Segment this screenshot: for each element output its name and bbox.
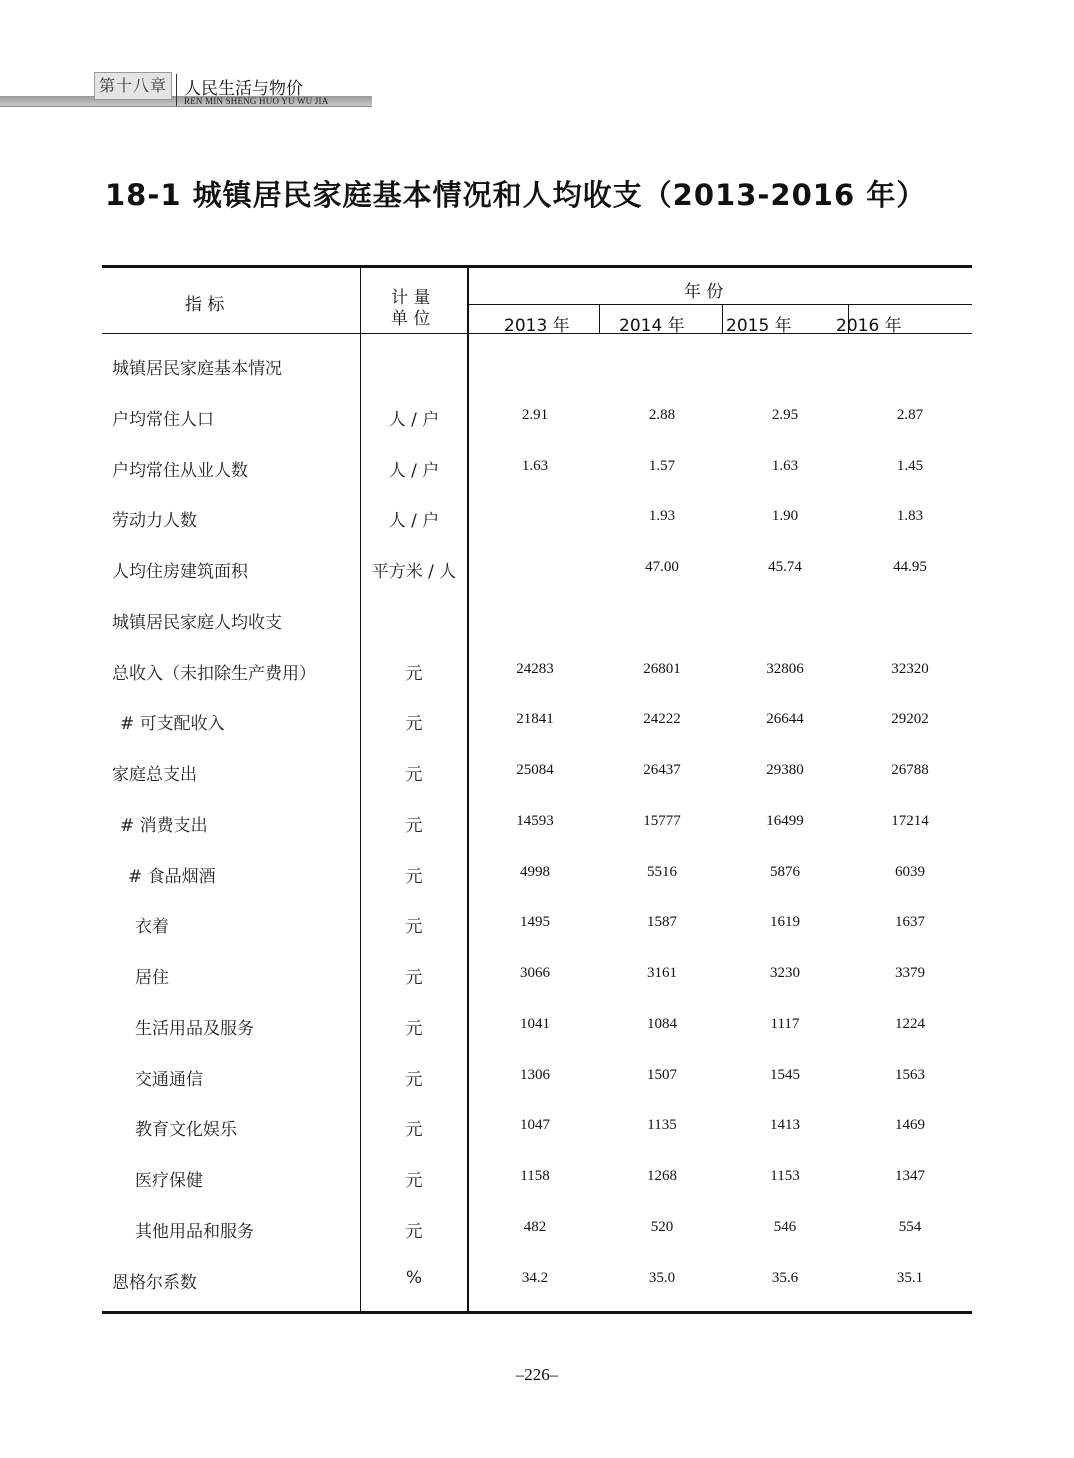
cell-value: 29202 <box>891 711 929 727</box>
cell-value: 35.1 <box>896 1270 924 1286</box>
row-label: 生活用品及服务 <box>135 1019 254 1039</box>
table-row <box>102 608 972 658</box>
cell-value: 546 <box>773 1219 797 1235</box>
row-label: 户均常住人口 <box>112 410 214 430</box>
column-header-indicator: 指 标 <box>185 295 225 315</box>
row-unit: 元 <box>405 765 423 785</box>
cell-value: 2.95 <box>771 407 799 423</box>
cell-value: 1347 <box>895 1168 925 1184</box>
row-unit: 元 <box>405 1120 423 1140</box>
chapter-pinyin: REN MIN SHENG HUO YU WU JIA <box>184 96 329 106</box>
row-unit: 人 / 户 <box>388 410 440 430</box>
column-header-years: 年 份 <box>684 282 724 302</box>
cell-value: 1117 <box>770 1016 800 1032</box>
row-unit: 元 <box>405 968 423 988</box>
cell-value: 16499 <box>766 813 804 829</box>
cell-value: 1135 <box>647 1117 677 1133</box>
row-label: 其他用品和服务 <box>135 1222 254 1242</box>
cell-value: 44.95 <box>893 559 927 575</box>
cell-value: 1.93 <box>648 508 676 524</box>
cell-value: 1619 <box>770 914 800 930</box>
row-unit: % <box>405 1268 423 1288</box>
cell-value: 47.00 <box>645 559 679 575</box>
cell-value: 2.91 <box>521 407 549 423</box>
cell-value: 1.45 <box>896 458 924 474</box>
row-unit: 人 / 户 <box>388 461 440 481</box>
column-header-year-2013: 2013 年 <box>504 316 570 336</box>
row-unit: 元 <box>405 816 423 836</box>
table-row <box>102 1217 972 1267</box>
row-unit: 人 / 户 <box>388 511 440 531</box>
row-label: # 可支配收入 <box>120 714 225 734</box>
cell-value: 3066 <box>520 965 550 981</box>
table-row <box>102 760 972 810</box>
row-label: 城镇居民家庭基本情况 <box>112 359 282 379</box>
column-header-year-2014: 2014 年 <box>619 316 685 336</box>
cell-value: 26644 <box>766 711 804 727</box>
cell-value: 1153 <box>770 1168 800 1184</box>
cell-value: 1469 <box>895 1117 925 1133</box>
row-unit: 元 <box>405 867 423 887</box>
cell-value: 520 <box>650 1219 674 1235</box>
cell-value: 24283 <box>516 661 554 677</box>
row-unit: 元 <box>405 1070 423 1090</box>
table-row <box>102 405 972 455</box>
table-row <box>102 912 972 962</box>
table-row <box>102 862 972 912</box>
table-row <box>102 963 972 1013</box>
cell-value: 1545 <box>770 1067 800 1083</box>
header-divider <box>176 74 177 106</box>
cell-value: 2.87 <box>896 407 924 423</box>
cell-value: 1224 <box>895 1016 925 1032</box>
cell-value: 1306 <box>520 1067 550 1083</box>
page-title: 18-1 城镇居民家庭基本情况和人均收支（2013-2016 年） <box>105 178 927 212</box>
row-label: 家庭总支出 <box>112 765 197 785</box>
row-unit: 元 <box>405 1171 423 1191</box>
cell-value: 32806 <box>766 661 804 677</box>
row-label: 教育文化娱乐 <box>135 1120 237 1140</box>
row-label: 人均住房建筑面积 <box>112 562 248 582</box>
cell-value: 29380 <box>766 762 804 778</box>
cell-value: 35.0 <box>648 1270 676 1286</box>
column-header-year-2016: 2016 年 <box>836 316 902 336</box>
cell-value: 1507 <box>647 1067 677 1083</box>
cell-value: 554 <box>898 1219 922 1235</box>
cell-value: 25084 <box>516 762 554 778</box>
chapter-label: 第十八章 <box>94 72 172 100</box>
cell-value: 26801 <box>643 661 681 677</box>
cell-value: 4998 <box>520 864 550 880</box>
row-unit: 元 <box>405 917 423 937</box>
cell-value: 32320 <box>891 661 929 677</box>
column-header-unit-line2: 单 位 <box>391 309 431 329</box>
years-header-rule <box>468 304 972 305</box>
row-label: # 消费支出 <box>120 816 208 836</box>
row-label: 交通通信 <box>135 1070 203 1090</box>
cell-value: 1084 <box>647 1016 677 1032</box>
year-divider-2 <box>722 305 723 333</box>
chapter-title: 人民生活与物价 <box>184 79 303 99</box>
table-row <box>102 1166 972 1216</box>
cell-value: 2.88 <box>648 407 676 423</box>
row-unit: 元 <box>405 1019 423 1039</box>
row-label: 恩格尔系数 <box>112 1273 197 1293</box>
cell-value: 1.63 <box>521 458 549 474</box>
row-label: 户均常住从业人数 <box>112 461 248 481</box>
cell-value: 1047 <box>520 1117 550 1133</box>
cell-value: 3230 <box>770 965 800 981</box>
table-row <box>102 1065 972 1115</box>
cell-value: 1587 <box>647 914 677 930</box>
table-row <box>102 811 972 861</box>
table-row <box>102 709 972 759</box>
year-divider-1 <box>599 305 600 333</box>
row-unit: 元 <box>405 714 423 734</box>
cell-value: 1.57 <box>648 458 676 474</box>
cell-value: 15777 <box>643 813 681 829</box>
cell-value: 1637 <box>895 914 925 930</box>
row-unit: 元 <box>405 1222 423 1242</box>
cell-value: 24222 <box>643 711 681 727</box>
row-label: 城镇居民家庭人均收支 <box>112 613 282 633</box>
table-row <box>102 1014 972 1064</box>
cell-value: 21841 <box>516 711 554 727</box>
cell-value: 45.74 <box>768 559 802 575</box>
cell-value: 1413 <box>770 1117 800 1133</box>
cell-value: 1495 <box>520 914 550 930</box>
row-label: # 食品烟酒 <box>128 867 216 887</box>
cell-value: 35.6 <box>771 1270 799 1286</box>
cell-value: 1.90 <box>771 508 799 524</box>
row-label: 医疗保健 <box>135 1171 203 1191</box>
row-label: 居住 <box>135 968 169 988</box>
cell-value: 26788 <box>891 762 929 778</box>
table-row <box>102 1115 972 1165</box>
cell-value: 5876 <box>770 864 800 880</box>
cell-value: 17214 <box>891 813 929 829</box>
cell-value: 482 <box>523 1219 547 1235</box>
table-row <box>102 557 972 607</box>
row-unit: 平方米 / 人 <box>371 562 457 582</box>
table-row <box>102 1268 972 1318</box>
row-label: 劳动力人数 <box>112 511 197 531</box>
cell-value: 1563 <box>895 1067 925 1083</box>
column-header-unit-line1: 计 量 <box>391 288 431 308</box>
cell-value: 1041 <box>520 1016 550 1032</box>
cell-value: 1268 <box>647 1168 677 1184</box>
cell-value: 1.63 <box>771 458 799 474</box>
row-label: 总收入（未扣除生产费用） <box>112 664 316 684</box>
header-band-line <box>0 106 372 107</box>
page-number: –226– <box>515 1365 559 1384</box>
cell-value: 14593 <box>516 813 554 829</box>
cell-value: 34.2 <box>521 1270 549 1286</box>
row-label: 衣着 <box>135 917 169 937</box>
table-row <box>102 354 972 404</box>
table-top-rule <box>102 265 972 268</box>
cell-value: 5516 <box>647 864 677 880</box>
cell-value: 26437 <box>643 762 681 778</box>
cell-value: 1158 <box>520 1168 550 1184</box>
column-header-year-2015: 2015 年 <box>726 316 792 336</box>
cell-value: 6039 <box>895 864 925 880</box>
cell-value: 1.83 <box>896 508 924 524</box>
cell-value: 3161 <box>647 965 677 981</box>
row-unit: 元 <box>405 664 423 684</box>
table-row <box>102 659 972 709</box>
cell-value: 3379 <box>895 965 925 981</box>
table-row <box>102 456 972 506</box>
table-row <box>102 506 972 556</box>
